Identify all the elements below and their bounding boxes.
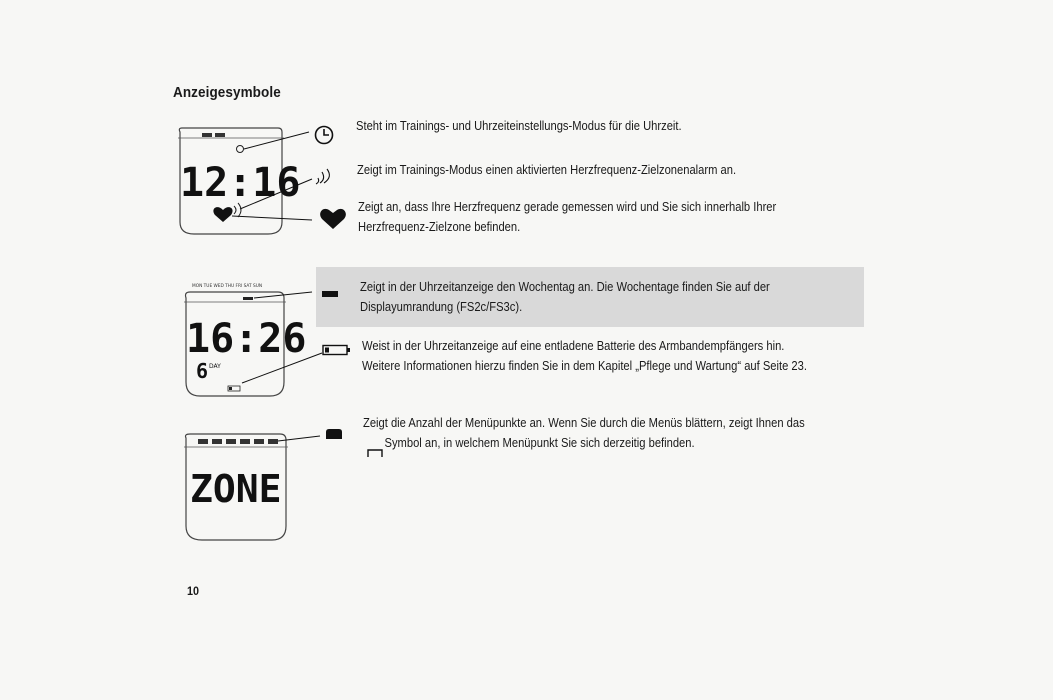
page-title: Anzeigesymbole: [173, 84, 281, 101]
watch2-date: 6: [196, 359, 209, 383]
clock-icon: [313, 124, 335, 146]
watch-display-weekday: [172, 278, 372, 403]
watch2-time: 16:26: [186, 316, 307, 362]
weekday-labels: MON TUE WED THU FRI SAT SUN: [192, 284, 263, 289]
symbol-desc-clock: Steht im Trainings- und Uhrzeiteinstellungs-Modus für die Uhrzeit.: [356, 118, 682, 133]
watch2-day-label: DAY: [209, 363, 221, 370]
symbol-desc-heart: Zeigt an, dass Ihre Herzfrequenz gerade gemessen wird und Sie sich innerhalb Ihrer Herzfrequenz-Zielzone befinden.: [358, 199, 777, 234]
watch-display-menu: [178, 430, 338, 550]
weekday-bar-icon: [321, 290, 341, 298]
symbol-desc-weekday: Zeigt in der Uhrzeitanzeige den Wochentag an. Die Wochentage finden Sie auf der Displayumrandung (FS2c/FS3c).: [360, 279, 770, 314]
watch3-text: ZONE: [190, 467, 282, 511]
watch1-time: 12:16: [180, 160, 301, 206]
symbol-desc-zone-alarm: Zeigt im Trainings-Modus einen aktivierten Herzfrequenz-Zielzonenalarm an.: [357, 162, 737, 177]
symbol-desc-menu: Zeigt die Anzahl der Menüpunkte an. Wenn Sie durch die Menüs blättern, zeigt Ihnen das Symbol an, in welchem Menüpunkt Sie sich derzeitig befinden.: [363, 415, 805, 450]
battery-icon: [322, 344, 352, 356]
zone-alarm-icon: [314, 168, 334, 186]
menu-indicator-icon: [324, 428, 344, 440]
page-number: 10: [187, 584, 200, 598]
heart-icon: [319, 208, 347, 230]
symbol-desc-battery: Weist in der Uhrzeitanzeige auf eine entladene Batterie des Armbandempfängers hin. Weitere Informationen hierzu finden Sie in dem Kapitel „Pflege und Wartung“ auf Seite 23.: [362, 338, 807, 373]
